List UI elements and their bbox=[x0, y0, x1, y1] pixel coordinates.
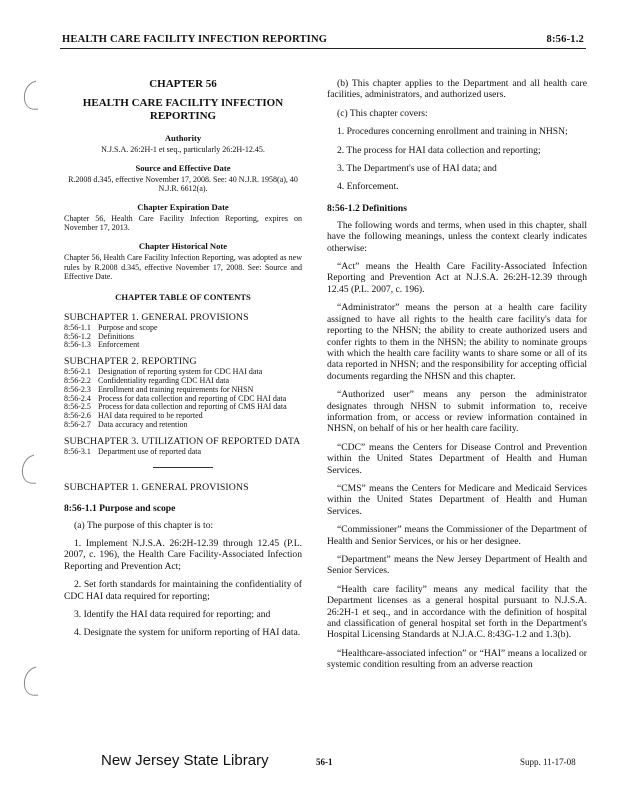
toc-entry-number: 8:56-3.1 bbox=[64, 446, 91, 456]
toc-entry bbox=[64, 448, 302, 457]
toc-entry-number: 8:56-2.1 bbox=[64, 367, 91, 377]
toc-entry-title: Department use of reported data bbox=[98, 446, 202, 456]
body-paragraph: 4. Enforcement. bbox=[337, 181, 399, 193]
section-divider bbox=[153, 467, 213, 468]
running-header bbox=[60, 32, 586, 49]
definition-paragraph: “Authorized user” means any person the administrator designates through NHSN to submit information to, receive information from, or access or review information contained in NHSN, on behalf of his or her health care facility. bbox=[327, 389, 587, 435]
toc-entry-title: Definitions bbox=[98, 331, 134, 341]
source-heading: Source and Effective Date bbox=[135, 162, 231, 173]
toc-entry-number: 8:56-1.1 bbox=[64, 322, 91, 332]
body-paragraph: (c) This chapter covers: bbox=[337, 107, 428, 119]
toc-entry-title: Data accuracy and retention bbox=[98, 419, 188, 429]
body-paragraph: (a) The purpose of this chapter is to: bbox=[74, 519, 214, 531]
punch-hole-icon bbox=[20, 664, 42, 698]
toc-subchapter-heading: SUBCHAPTER 3. UTILIZATION OF REPORTED DATA bbox=[64, 435, 301, 447]
toc-entry-title: Confidentiality regarding CDC HAI data bbox=[98, 375, 230, 385]
toc-entry bbox=[64, 341, 302, 350]
supplement-date: Supp. 11-17-08 bbox=[520, 757, 576, 767]
section-heading: 8:56-1.2 Definitions bbox=[327, 202, 407, 214]
toc-entry-title: Enforcement bbox=[98, 340, 140, 350]
body-paragraph: 3. The Department's use of HAI data; and bbox=[337, 163, 497, 175]
body-paragraph: 4. Designate the system for uniform reporting of HAI data. bbox=[74, 627, 301, 639]
toc-entry-number: 8:56-2.4 bbox=[64, 393, 91, 403]
subchapter-heading: SUBCHAPTER 1. GENERAL PROVISIONS bbox=[64, 481, 249, 493]
definition-paragraph: “Administrator” means the person at a health care facility assigned to have all rights to the health care facility's data for reporting to the NHSN; the ability to create authorized users and confer rights to them in the NHSN; the ability to nominate groups with which the health care facility wants to share some or all of its data reported in NHSN; and the responsibility for accepting official documents regarding the NHSN and this chapter. bbox=[327, 302, 587, 382]
toc-subchapter-heading: SUBCHAPTER 2. REPORTING bbox=[64, 356, 197, 368]
history-heading: Chapter Historical Note bbox=[138, 240, 228, 251]
body-paragraph: (b) This chapter applies to the Department and all health care facilities, administrators, and authorized users. bbox=[327, 78, 587, 101]
toc-entry-number: 8:56-2.6 bbox=[64, 411, 91, 421]
toc-entry-number: 8:56-1.2 bbox=[64, 331, 91, 341]
body-paragraph: 3. Identify the HAI data required for reporting; and bbox=[74, 608, 271, 620]
definition-paragraph: “CDC” means the Centers for Disease Control and Prevention within the United States Department of Health and Human Services. bbox=[327, 441, 587, 476]
body-paragraph: 1. Procedures concerning enrollment and training in NHSN; bbox=[337, 126, 568, 138]
toc-entry-title: Designation of reporting system for CDC HAI data bbox=[98, 367, 263, 377]
authority-heading: Authority bbox=[164, 133, 202, 143]
punch-hole-icon bbox=[20, 78, 42, 112]
toc-list bbox=[64, 324, 302, 350]
expiration-heading: Chapter Expiration Date bbox=[137, 201, 229, 212]
toc-entry-number: 8:56-1.3 bbox=[64, 340, 91, 350]
punch-hole-icon bbox=[18, 452, 40, 486]
source-text: R.2008 d.345, effective November 17, 2008. See: 40 N.J.R. 1958(a), 40 N.J.R. 6612(a). bbox=[68, 174, 298, 194]
definition-paragraph: “Act” means the Health Care Facility-Associated Infection Reporting and Prevention Act at N.J.S.A. 26:2H-12.39 through 12.45 (P.L. 2007, c. 196). bbox=[327, 261, 587, 295]
right-column bbox=[327, 78, 587, 671]
body-paragraph: 2. Set forth standards for maintaining the confidentiality of CDC HAI data required for reporting; bbox=[64, 579, 302, 602]
chapter-number: CHAPTER 56 bbox=[149, 78, 217, 90]
definition-paragraph: “Commissioner” means the Commissioner of the Department of Health and Senior Services, or his or her designee. bbox=[327, 524, 587, 547]
toc-entry-title: HAI data required to be reported bbox=[98, 411, 203, 421]
left-column bbox=[64, 78, 302, 639]
header-title: HEALTH CARE FACILITY INFECTION REPORTING bbox=[62, 34, 328, 45]
body-paragraph: 1. Implement N.J.S.A. 26:2H-12.39 through 12.45 (P.L. 2007, c. 196), the Health Care Facility-Associated Infection Reporting and Prevention Act; bbox=[64, 537, 302, 572]
chapter-title: HEALTH CARE FACILITY INFECTION REPORTING bbox=[82, 97, 284, 122]
toc-entry-title: Process for data collection and reporting of CMS HAI data bbox=[98, 402, 287, 412]
toc-entry-title: Purpose and scope bbox=[98, 322, 158, 332]
toc-list bbox=[64, 448, 302, 457]
definition-paragraph: “Healthcare-associated infection” or “HAI” means a localized or systemic condition resulting from an adverse reaction bbox=[327, 647, 587, 671]
header-section-number: 8:56-1.2 bbox=[546, 34, 584, 45]
authority-text: N.J.S.A. 26:2H-1 et seq., particularly 26:2H-12.45. bbox=[101, 145, 265, 154]
page-number: 56-1 bbox=[316, 757, 333, 767]
section-heading: 8:56-1.1 Purpose and scope bbox=[64, 502, 176, 514]
toc-entry-number: 8:56-2.7 bbox=[64, 419, 91, 429]
toc-entry-number: 8:56-2.3 bbox=[64, 384, 91, 394]
definition-paragraph: “CMS” means the Centers for Medicare and Medicaid Services within the United States Department of Health and Human Services. bbox=[327, 482, 587, 517]
library-stamp: New Jersey State Library bbox=[101, 752, 269, 769]
toc-entry-number: 8:56-2.5 bbox=[64, 402, 91, 412]
body-paragraph: 2. The process for HAI data collection and reporting; bbox=[337, 144, 541, 156]
body-paragraph: The following words and terms, when used in this chapter, shall have the following meanings, unless the context clearly indicates otherwise: bbox=[327, 219, 587, 254]
toc-list bbox=[64, 368, 302, 430]
toc-subchapter-heading: SUBCHAPTER 1. GENERAL PROVISIONS bbox=[64, 311, 249, 323]
definition-paragraph: “Health care facility” means any medical facility that the Department licenses as a general hospital pursuant to N.J.S.A. 26:2H-1 et seq., and in accordance with the definition of hospital and classification of general hospital set forth in the Department's Hospital Licensing Standards at N.J.A.C. 8:43G-1.2 and 1.3(b). bbox=[327, 583, 587, 641]
expiration-text: Chapter 56, Health Care Facility Infection Reporting, expires on November 17, 2013. bbox=[64, 213, 302, 233]
history-text: Chapter 56, Health Care Facility Infection Reporting, was adopted as new rules by R.2008 d.345, effective November 17, 2008. See: Source and Effective Date. bbox=[64, 252, 302, 282]
definition-paragraph: “Department” means the New Jersey Department of Health and Senior Services. bbox=[327, 554, 587, 577]
toc-entry-number: 8:56-2.2 bbox=[64, 375, 91, 385]
toc-entry-title: Enrollment and training requirements for NHSN bbox=[98, 384, 254, 394]
toc-entry bbox=[64, 421, 302, 430]
toc-title: CHAPTER TABLE OF CONTENTS bbox=[115, 291, 251, 302]
toc-entry-title: Process for data collection and reporting of CDC HAI data bbox=[98, 393, 287, 403]
